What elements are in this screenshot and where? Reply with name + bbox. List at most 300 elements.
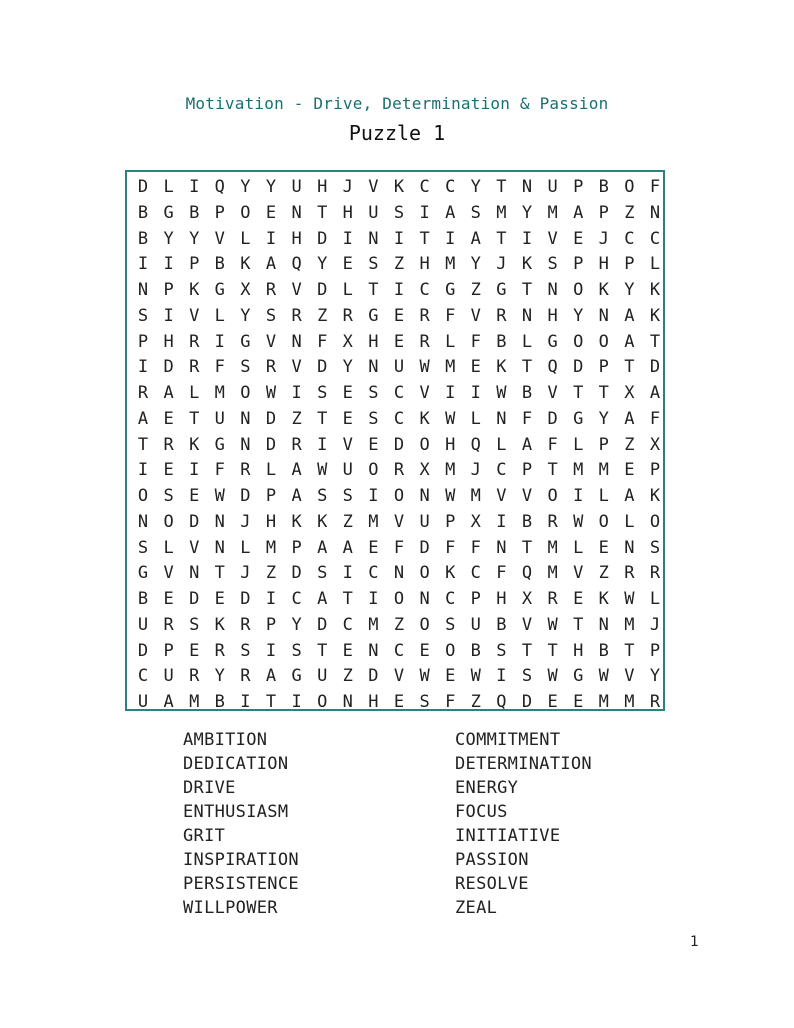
grid-letter: F: [470, 537, 481, 558]
grid-letter: R: [496, 305, 507, 326]
grid-letter: P: [649, 460, 661, 481]
grid-letter: S: [163, 486, 174, 506]
grid-letter: F: [214, 460, 225, 481]
grid-letter: S: [317, 563, 328, 584]
grid-letter: G: [163, 202, 174, 223]
grid-letter: B: [137, 228, 149, 249]
grid-letter: J: [496, 254, 507, 275]
grid-letter: M: [189, 692, 200, 712]
grid-letter: D: [317, 228, 328, 249]
grid-letter: S: [419, 692, 430, 712]
grid-letter: V: [393, 666, 405, 687]
grid-letter: D: [649, 357, 661, 378]
grid-letter: I: [342, 228, 353, 249]
grid-letter: P: [137, 331, 149, 352]
grid-letter: O: [598, 331, 609, 352]
grid-row: [127, 329, 663, 355]
grid-letter: N: [624, 537, 635, 558]
grid-letter: S: [342, 486, 353, 506]
grid-letter: I: [445, 383, 456, 403]
grid-letter: T: [265, 692, 277, 712]
grid-letter: R: [547, 511, 558, 532]
grid-letter: D: [137, 177, 149, 197]
grid-letter: V: [368, 177, 379, 197]
grid-letter: J: [342, 177, 353, 197]
word-list-item: GRIT: [183, 826, 226, 846]
grid-letter: M: [470, 486, 481, 506]
grid-row: [127, 432, 663, 458]
grid-letter: K: [649, 305, 661, 326]
grid-letter: I: [291, 383, 302, 403]
grid-letter: C: [393, 383, 405, 403]
grid-letter: R: [163, 614, 174, 635]
grid-letter: G: [445, 280, 456, 300]
word-list-right: [455, 728, 592, 920]
grid-letter: Y: [470, 254, 481, 275]
grid-letter: K: [496, 357, 507, 378]
grid-letter: P: [214, 202, 225, 223]
grid-letter: P: [573, 177, 584, 197]
grid-letter: T: [547, 460, 558, 481]
grid-letter: C: [393, 408, 405, 429]
grid-letter: V: [265, 331, 277, 352]
grid-letter: U: [393, 357, 405, 378]
grid-letter: K: [214, 614, 225, 635]
grid-letter: T: [368, 280, 379, 300]
grid-letter: Y: [189, 228, 200, 249]
grid-letter: R: [624, 563, 635, 584]
grid-letter: C: [445, 177, 456, 197]
grid-letter: Z: [470, 280, 481, 300]
grid-letter: A: [317, 589, 328, 609]
grid-letter: E: [214, 589, 225, 609]
grid-letter: L: [598, 486, 609, 506]
grid-letter: E: [624, 460, 635, 481]
grid-letter: I: [342, 563, 353, 584]
grid-letter: H: [573, 640, 584, 661]
grid-letter: N: [496, 537, 507, 558]
grid-letter: Y: [598, 408, 609, 429]
grid-letter: E: [368, 537, 379, 558]
grid-letter: O: [163, 511, 174, 532]
grid-letter: G: [573, 666, 584, 687]
grid-letter: T: [317, 640, 328, 661]
grid-letter: P: [521, 460, 533, 481]
grid-letter: Q: [521, 563, 533, 584]
grid-letter: R: [137, 383, 149, 403]
grid-letter: M: [368, 511, 379, 532]
grid-letter: Z: [265, 563, 277, 584]
grid-letter: N: [419, 589, 430, 609]
grid-letter: M: [547, 202, 558, 223]
grid-letter: T: [214, 563, 225, 584]
grid-letter: M: [445, 460, 456, 481]
grid-letter: S: [368, 254, 379, 275]
grid-letter: U: [137, 692, 149, 712]
grid-letter: M: [598, 460, 609, 481]
grid-letter: R: [419, 305, 430, 326]
grid-letter: Y: [265, 177, 277, 197]
grid-letter: I: [368, 486, 379, 506]
grid-letter: V: [163, 563, 174, 584]
grid-letter: L: [649, 589, 661, 609]
grid-letter: R: [189, 357, 200, 378]
grid-letter: Z: [342, 666, 353, 687]
grid-letter: D: [240, 589, 251, 609]
grid-letter: X: [240, 280, 251, 300]
word-list-item: FOCUS: [455, 802, 508, 822]
grid-letter: P: [445, 511, 456, 532]
grid-letter: C: [137, 666, 149, 687]
grid-row: [127, 174, 663, 200]
grid-letter: R: [163, 434, 174, 455]
grid-letter: P: [291, 537, 302, 558]
word-list-left: [183, 728, 299, 920]
grid-letter: P: [598, 202, 609, 223]
grid-letter: Z: [393, 254, 405, 275]
grid-letter: K: [240, 254, 251, 275]
grid-letter: D: [573, 357, 584, 378]
grid-letter: V: [496, 486, 507, 506]
grid-letter: B: [214, 692, 225, 712]
grid-letter: O: [445, 640, 456, 661]
grid-letter: S: [547, 254, 558, 275]
grid-letter: O: [240, 383, 251, 403]
puzzle-title: Puzzle 1: [348, 121, 446, 145]
grid-letter: E: [163, 408, 174, 429]
grid-letter: B: [214, 254, 225, 275]
grid-letter: N: [649, 202, 661, 223]
grid-letter: R: [189, 666, 200, 687]
grid-letter: I: [189, 460, 200, 481]
grid-letter: B: [470, 640, 481, 661]
grid-letter: I: [265, 589, 277, 609]
grid-letter: Z: [317, 305, 328, 326]
grid-letter: E: [393, 692, 405, 712]
grid-letter: N: [137, 511, 149, 532]
grid-letter: M: [214, 383, 225, 403]
grid-letter: K: [598, 280, 609, 300]
grid-letter: I: [521, 228, 533, 249]
grid-letter: S: [137, 305, 149, 326]
grid-letter: R: [649, 563, 661, 584]
word-list-item: ZEAL: [455, 898, 498, 918]
grid-letter: X: [649, 434, 661, 455]
grid-letter: K: [445, 563, 456, 584]
grid-row: [127, 380, 663, 406]
grid-letter: C: [445, 589, 456, 609]
grid-letter: E: [445, 666, 456, 687]
grid-letter: N: [393, 563, 405, 584]
grid-letter: D: [547, 408, 558, 429]
grid-letter: R: [214, 640, 225, 661]
grid-letter: O: [419, 434, 430, 455]
grid-letter: R: [547, 589, 558, 609]
grid-letter: C: [419, 177, 430, 197]
grid-row: [127, 457, 663, 483]
grid-letter: V: [573, 563, 584, 584]
grid-letter: K: [189, 280, 200, 300]
grid-letter: P: [470, 589, 481, 609]
grid-letter: C: [419, 280, 430, 300]
grid-row: [127, 509, 663, 535]
grid-row: [127, 663, 663, 689]
grid-letter: T: [547, 640, 558, 661]
grid-letter: W: [598, 666, 609, 687]
grid-letter: I: [265, 228, 277, 249]
grid-letter: U: [163, 666, 174, 687]
grid-letter: M: [445, 357, 456, 378]
grid-letter: A: [649, 383, 661, 403]
grid-letter: S: [189, 614, 200, 635]
grid-letter: O: [393, 589, 405, 609]
grid-letter: M: [547, 563, 558, 584]
grid-letter: D: [317, 357, 328, 378]
grid-letter: V: [547, 228, 558, 249]
grid-row: [127, 560, 663, 586]
grid-letter: E: [342, 254, 353, 275]
grid-letter: T: [521, 640, 533, 661]
grid-letter: A: [342, 537, 353, 558]
grid-letter: B: [496, 331, 507, 352]
grid-letter: G: [214, 434, 225, 455]
grid-letter: V: [342, 434, 353, 455]
grid-letter: L: [240, 228, 251, 249]
grid-letter: V: [291, 357, 302, 378]
grid-letter: Z: [342, 511, 353, 532]
grid-letter: A: [624, 331, 635, 352]
grid-letter: U: [547, 177, 558, 197]
grid-letter: H: [368, 692, 379, 712]
grid-letter: T: [317, 202, 328, 223]
grid-letter: N: [342, 692, 353, 712]
grid-letter: G: [291, 666, 302, 687]
word-list-item: PERSISTENCE: [183, 874, 299, 894]
grid-letter: C: [291, 589, 302, 609]
grid-letter: A: [317, 537, 328, 558]
grid-letter: N: [240, 434, 251, 455]
grid-letter: D: [265, 434, 277, 455]
word-list-item: DRIVE: [183, 778, 236, 798]
grid-letter: F: [649, 177, 661, 197]
grid-letter: F: [445, 305, 456, 326]
grid-letter: I: [137, 254, 149, 275]
grid-letter: E: [342, 640, 353, 661]
grid-row: [127, 612, 663, 638]
grid-letter: H: [547, 305, 558, 326]
grid-letter: O: [649, 511, 661, 532]
grid-letter: P: [265, 614, 277, 635]
grid-letter: C: [368, 563, 379, 584]
grid-letter: O: [393, 486, 405, 506]
grid-letter: T: [419, 228, 430, 249]
word-list-item: COMMITMENT: [455, 730, 561, 750]
grid-letter: Y: [163, 228, 174, 249]
grid-letter: M: [598, 692, 609, 712]
grid-letter: E: [163, 589, 174, 609]
grid-letter: E: [573, 589, 584, 609]
grid-letter: D: [521, 692, 533, 712]
grid-letter: A: [445, 202, 456, 223]
grid-letter: X: [521, 589, 533, 609]
grid-letter: V: [291, 280, 302, 300]
grid-letter: V: [547, 383, 558, 403]
grid-row: [127, 483, 663, 509]
grid-letter: W: [624, 589, 635, 609]
grid-letter: H: [265, 511, 277, 532]
grid-letter: B: [598, 177, 609, 197]
grid-letter: T: [649, 331, 661, 352]
grid-letter: I: [137, 460, 149, 481]
grid-row: [127, 354, 663, 380]
grid-letter: N: [368, 357, 379, 378]
grid-letter: L: [189, 383, 200, 403]
grid-letter: W: [470, 666, 481, 687]
grid-letter: S: [496, 640, 507, 661]
grid-letter: U: [368, 202, 379, 223]
grid-letter: A: [137, 408, 149, 429]
grid-letter: S: [265, 305, 277, 326]
grid-letter: E: [419, 640, 430, 661]
grid-letter: F: [445, 692, 456, 712]
grid-letter: P: [598, 357, 609, 378]
grid-letter: Y: [214, 666, 225, 687]
grid-letter: I: [368, 589, 379, 609]
grid-letter: O: [419, 614, 430, 635]
grid-letter: P: [163, 640, 174, 661]
grid-letter: D: [393, 434, 405, 455]
grid-letter: L: [163, 537, 174, 558]
grid-row: [127, 638, 663, 664]
grid-letter: P: [163, 280, 174, 300]
grid-letter: W: [265, 383, 277, 403]
grid-letter: D: [163, 357, 174, 378]
grid-letter: W: [547, 614, 558, 635]
grid-letter: F: [393, 537, 405, 558]
grid-letter: D: [317, 280, 328, 300]
grid-letter: C: [496, 460, 507, 481]
grid-letter: E: [598, 537, 609, 558]
grid-letter: Z: [470, 692, 481, 712]
grid-letter: M: [265, 537, 277, 558]
grid-letter: H: [419, 254, 430, 275]
grid-letter: K: [521, 254, 533, 275]
grid-letter: I: [189, 177, 200, 197]
grid-letter: L: [470, 408, 481, 429]
grid-letter: H: [445, 434, 456, 455]
grid-letter: V: [419, 383, 430, 403]
grid-letter: A: [521, 434, 533, 455]
word-list-item: INITIATIVE: [455, 826, 561, 846]
grid-letter: I: [419, 202, 430, 223]
grid-letter: F: [649, 408, 661, 429]
grid-letter: R: [393, 460, 405, 481]
grid-letter: L: [445, 331, 456, 352]
grid-letter: C: [342, 614, 353, 635]
grid-letter: O: [137, 486, 149, 506]
word-list-item: ENERGY: [455, 778, 519, 798]
grid-letter: E: [547, 692, 558, 712]
grid-letter: Q: [291, 254, 302, 275]
grid-letter: R: [342, 305, 353, 326]
grid-letter: D: [240, 486, 251, 506]
grid-letter: E: [342, 408, 353, 429]
grid-letter: R: [189, 331, 200, 352]
word-list-item: ENTHUSIASM: [183, 802, 289, 822]
grid-letter: L: [649, 254, 661, 275]
grid-letter: A: [291, 460, 302, 481]
grid-letter: G: [368, 305, 379, 326]
grid-letter: A: [265, 666, 277, 687]
grid-letter: Z: [393, 614, 405, 635]
grid-letter: N: [598, 614, 609, 635]
grid-letter: G: [240, 331, 251, 352]
grid-letter: B: [189, 202, 200, 223]
grid-letter: U: [470, 614, 481, 635]
grid-letter: J: [470, 460, 481, 481]
grid-letter: Y: [317, 254, 328, 275]
grid-letter: W: [445, 486, 456, 506]
grid-letter: O: [573, 280, 584, 300]
grid-letter: X: [342, 331, 353, 352]
grid-letter: I: [291, 692, 302, 712]
grid-letter: B: [521, 511, 533, 532]
grid-letter: E: [393, 305, 405, 326]
grid-letter: E: [189, 486, 200, 506]
grid-letter: T: [496, 228, 507, 249]
grid-letter: C: [624, 228, 635, 249]
grid-row: [127, 586, 663, 612]
grid-letter: Y: [342, 357, 353, 378]
grid-letter: B: [598, 640, 609, 661]
grid-letter: D: [317, 614, 328, 635]
grid-letter: M: [496, 202, 507, 223]
grid-letter: Q: [214, 177, 225, 197]
grid-letter: H: [291, 228, 302, 249]
grid-letter: W: [214, 486, 225, 506]
grid-letter: V: [214, 228, 225, 249]
grid-row: [127, 406, 663, 432]
grid-letter: Y: [240, 305, 251, 326]
grid-letter: Y: [521, 202, 533, 223]
grid-letter: O: [419, 563, 430, 584]
grid-letter: G: [496, 280, 507, 300]
grid-letter: Z: [291, 408, 302, 429]
grid-letter: V: [521, 486, 533, 506]
grid-letter: K: [291, 511, 302, 532]
grid-letter: Y: [649, 666, 661, 687]
grid-letter: S: [317, 486, 328, 506]
grid-letter: H: [598, 254, 609, 275]
grid-letter: V: [189, 537, 200, 558]
grid-letter: I: [496, 666, 507, 687]
word-list-item: DEDICATION: [183, 754, 289, 774]
grid-letter: A: [291, 486, 302, 506]
grid-letter: E: [393, 331, 405, 352]
grid-letter: W: [317, 460, 328, 481]
grid-letter: W: [496, 383, 507, 403]
grid-letter: D: [189, 511, 200, 532]
grid-letter: Y: [240, 177, 251, 197]
grid-row: [127, 303, 663, 329]
grid-letter: X: [624, 383, 635, 403]
grid-letter: I: [163, 254, 174, 275]
grid-letter: Z: [624, 202, 635, 223]
grid-letter: T: [317, 408, 328, 429]
word-list-item: WILLPOWER: [183, 898, 278, 918]
grid-letter: O: [368, 460, 379, 481]
grid-letter: A: [624, 305, 635, 326]
